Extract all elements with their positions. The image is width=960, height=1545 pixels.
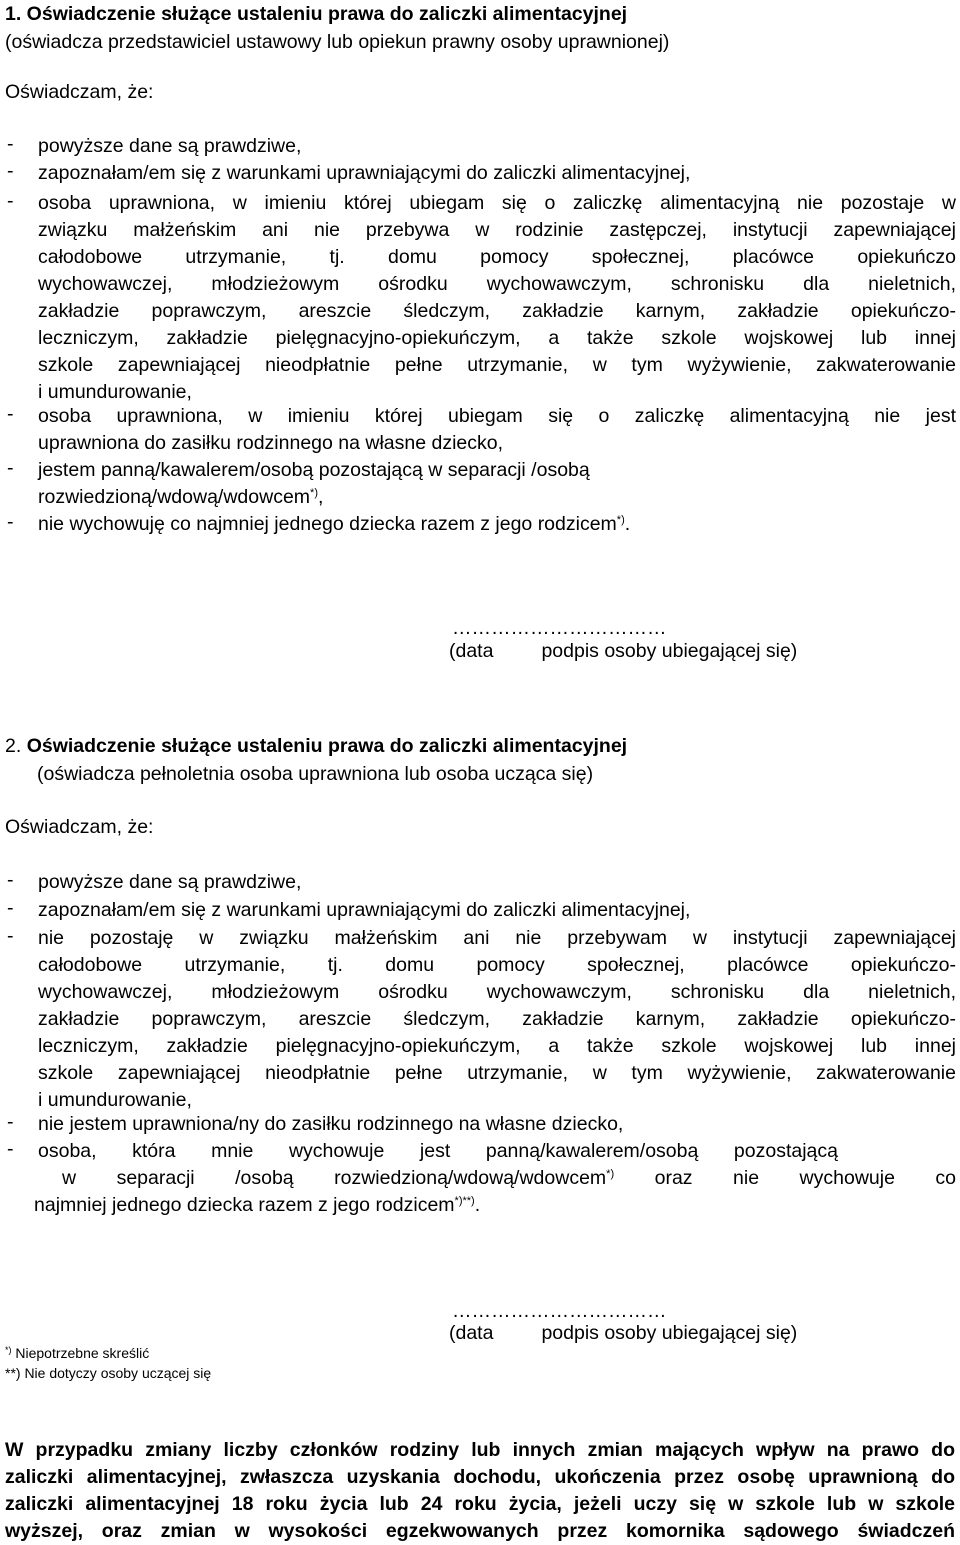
item-line: szkole zapewniającej nieodpłatnie pełne utrzymanie, w tym wyżywienie, zakwaterowanie xyxy=(38,1062,956,1084)
item-line: nie wychowuję co najmniej jednego dziecka razem z jego rodzicem*). xyxy=(38,513,631,535)
bullet-dash: - xyxy=(7,403,14,425)
item-line: rozwiedzioną/wdową/wdowcem*), xyxy=(38,486,324,508)
bullet-dash: - xyxy=(7,897,14,919)
bullet-dash: - xyxy=(7,869,14,891)
section1-signature-line: …………………………… xyxy=(452,617,667,639)
item-line: najmniej jednego dziecka razem z jego rodzicem*)**). xyxy=(34,1194,481,1216)
bullet-dash: - xyxy=(7,133,14,155)
item-line: w separacji /osobą rozwiedzioną/wdową/wdowcem*) oraz nie wychowuje co xyxy=(62,1167,957,1189)
bullet-dash: - xyxy=(7,1111,14,1133)
footnote-mark: *) xyxy=(5,1345,12,1355)
item-line: leczniczym, zakładzie pielęgnacyjno-opiekuńczym, a także szkole wojskowej lub innej xyxy=(38,327,956,349)
section2-signature-line: …………………………… xyxy=(452,1300,667,1322)
item-line: i umundurowanie, xyxy=(38,381,192,403)
item-text: powyższe dane są prawdziwe, xyxy=(38,135,302,157)
notice-line: zaliczki alimentacyjnej 18 roku życia lub 24 roku życia, jeżeli uczy się w szkole lub w szkole xyxy=(5,1493,955,1515)
section2-signature-label: (data podpis osoby ubiegającej się) xyxy=(449,1322,798,1344)
item-line: szkole zapewniającej nieodpłatnie pełne utrzymanie, w tym wyżywienie, zakwaterowanie xyxy=(38,354,956,376)
section2-oswiadczam: Oświadczam, że: xyxy=(5,816,154,838)
notice-line: wyższej, oraz zmian w wysokości egzekwowanych przez komornika sądowego świadczeń xyxy=(5,1520,955,1542)
item-line: jestem panną/kawalerem/osobą pozostającą w separacji /osobą xyxy=(38,459,590,481)
notice-line: zaliczki alimentacyjnej, zwłaszcza uzyskania dochodu, ukończenia przez osobę uprawnioną do xyxy=(5,1466,955,1488)
item-line: nie pozostaję w związku małżeńskim ani nie przebywam w instytucji zapewniającej xyxy=(38,927,956,949)
footnote-mark: *) xyxy=(616,514,625,526)
item-line: wychowawczej, młodzieżowym ośrodku wychowawczym, schronisku dla nieletnich, xyxy=(38,981,956,1003)
item-line: wychowawczej, młodzieżowym ośrodku wychowawczym, schronisku dla nieletnich, xyxy=(38,273,956,295)
item-text: zapoznałam/em się z warunkami uprawniającymi do zaliczki alimentacyjnej, xyxy=(38,899,691,921)
change-notice xyxy=(5,1437,955,1545)
bullet-dash: - xyxy=(7,1138,14,1160)
footnote-mark: *)**) xyxy=(454,1195,475,1207)
item-line: związku małżeńskim ani nie przebywa w rodzinie zastępczej, instytucji zapewniającej xyxy=(38,219,956,241)
bullet-dash: - xyxy=(7,190,14,212)
item-text: powyższe dane są prawdziwe, xyxy=(38,871,302,893)
bullet-dash: - xyxy=(7,925,14,947)
item-text: zapoznałam/em się z warunkami uprawniającymi do zaliczki alimentacyjnej, xyxy=(38,162,691,184)
section2-title: 2. Oświadczenie służące ustaleniu prawa do zaliczki alimentacyjnej xyxy=(5,735,628,757)
footnote-1: *) Niepotrzebne skreślić xyxy=(5,1345,150,1361)
footnote-2: **) Nie dotyczy osoby uczącej się xyxy=(5,1365,212,1381)
item-line: zakładzie poprawczym, areszcie śledczym, zakładzie karnym, zakładzie opiekuńczo- xyxy=(38,300,956,322)
item-line: uprawniona do zasiłku rodzinnego na własne dziecko, xyxy=(38,432,504,454)
section1-oswiadczam: Oświadczam, że: xyxy=(5,81,154,103)
item-line: całodobowe utrzymanie, tj. domu pomocy społecznej, placówce opiekuńczo- xyxy=(38,954,956,976)
item-line: i umundurowanie, xyxy=(38,1089,192,1111)
section1-subtitle: (oświadcza przedstawiciel ustawowy lub opiekun prawny osoby uprawnionej) xyxy=(5,31,670,53)
section1-signature-label: (data podpis osoby ubiegającej się) xyxy=(449,640,798,662)
section1-title: 1. Oświadczenie służące ustaleniu prawa do zaliczki alimentacyjnej xyxy=(5,3,628,25)
item-line: zakładzie poprawczym, areszcie śledczym, zakładzie karnym, zakładzie opiekuńczo- xyxy=(38,1008,956,1030)
item-line: osoba uprawniona, w imieniu której ubiegam się o zaliczkę alimentacyjną nie pozostaje w xyxy=(38,192,956,214)
section2-subtitle: (oświadcza pełnoletnia osoba uprawniona lub osoba ucząca się) xyxy=(37,763,594,785)
bullet-dash: - xyxy=(7,457,14,479)
item-line: całodobowe utrzymanie, tj. domu pomocy społecznej, placówce opiekuńczo xyxy=(38,246,956,268)
item-line: osoba uprawniona, w imieniu której ubiegam się o zaliczkę alimentacyjną nie jest xyxy=(38,405,956,427)
item-line: osoba, która mnie wychowuje jest panną/kawalerem/osobą pozostającą xyxy=(38,1140,838,1162)
bullet-dash: - xyxy=(7,511,14,533)
footnote-mark: *) xyxy=(310,487,318,499)
footnote-mark: *) xyxy=(606,1168,615,1180)
item-line: leczniczym, zakładzie pielęgnacyjno-opiekuńczym, a także szkole wojskowej lub innej xyxy=(38,1035,956,1057)
notice-line: W przypadku zmiany liczby członków rodziny lub innych zmian mających wpływ na prawo do xyxy=(5,1439,955,1461)
item-text: nie jestem uprawniona/ny do zasiłku rodzinnego na własne dziecko, xyxy=(38,1113,624,1135)
bullet-dash: - xyxy=(7,160,14,182)
